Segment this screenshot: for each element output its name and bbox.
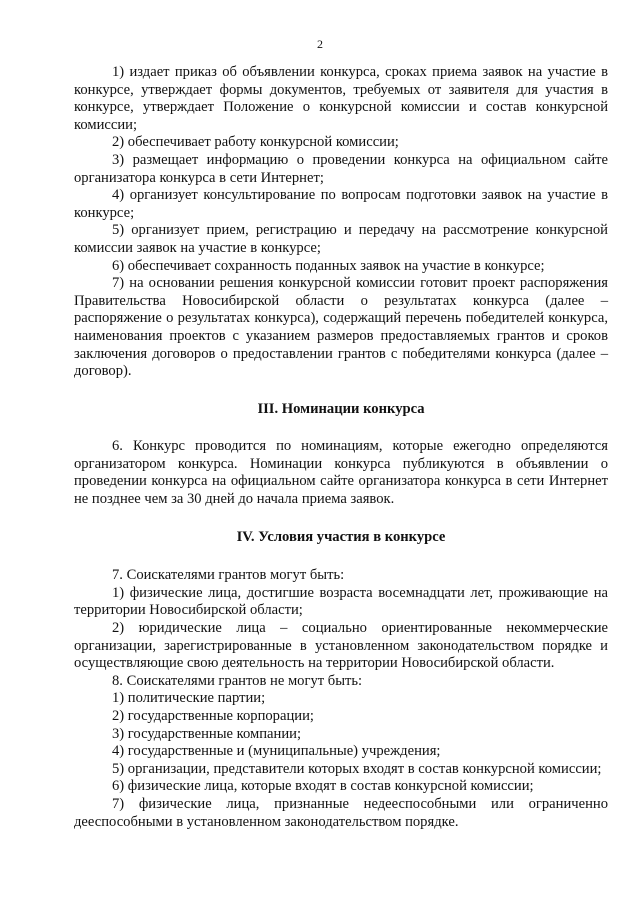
paragraph: 4) организует консультирование по вопросам подготовки заявок на участие в конкурсе;: [74, 187, 608, 221]
paragraph: 6. Конкурс проводится по номинациям, которые ежегодно определяются организатором конкурса. Номинации конкурса публикуются в объявлении о проведении конкурса на официальном сайте организатора конкурса в сети Интернет не позднее чем за 30 дней до начала приема заявок.: [74, 438, 608, 508]
paragraph: 5) организует прием, регистрацию и передачу на рассмотрение конкурсной комиссии заявок на участие в конкурсе;: [74, 222, 608, 256]
paragraph: 5) организации, представители которых входят в состав конкурсной комиссии;: [112, 760, 602, 777]
paragraph: 2) юридические лица – социально ориентированные некоммерческие организации, зарегистрированные в установленном законодательством порядке и осуществляющие свою деятельность на территории Новосибирской области.: [74, 620, 608, 672]
paragraph: 1) физические лица, достигшие возраста восемнадцати лет, проживающие на территории Новосибирской области;: [74, 584, 608, 619]
paragraph: 2) обеспечивает работу конкурсной комиссии;: [112, 134, 399, 151]
section-heading-nominations: III. Номинации конкурса: [257, 400, 425, 417]
page-number: 2: [317, 37, 323, 51]
paragraph: 2) государственные корпорации;: [112, 708, 314, 724]
section-heading-conditions: IV. Условия участия в конкурсе: [236, 528, 446, 545]
paragraph: 7) физические лица, признанные недееспособными или ограниченно дееспособными в установленном законодательством порядке.: [74, 795, 608, 830]
paragraph: 7) на основании решения конкурсной комиссии готовит проект распоряжения Правительства Новосибирской области о результатах конкурса (далее – распоряжение о результатах конкурса), содержащий перечень победителей конкурса, наименования проектов с указанием размеров предоставляемых грантов и сроков заключения договоров о предоставлении грантов с победителями конкурса (далее – договор).: [74, 275, 608, 380]
document-body: [74, 64, 608, 831]
paragraph: 3) размещает информацию о проведении конкурса на официальном сайте организатора конкурса в сети Интернет;: [74, 151, 608, 186]
paragraph: 1) издает приказ об объявлении конкурса, сроках приема заявок на участие в конкурсе, утверждает формы документов, требуемых от заявителя для участия в конкурсе, утверждает Положение о конкурсной комиссии и состав конкурсной комиссии;: [74, 64, 608, 133]
paragraph: 3) государственные компании;: [112, 725, 302, 742]
paragraph: 8. Соискателями грантов не могут быть:: [112, 672, 363, 689]
paragraph: 6) физические лица, которые входят в состав конкурсной комиссии;: [112, 778, 534, 795]
paragraph: 1) политические партии;: [112, 690, 266, 707]
paragraph: 6) обеспечивает сохранность поданных заявок на участие в конкурсе;: [112, 257, 545, 274]
paragraph: 7. Соискателями грантов могут быть:: [112, 567, 345, 584]
paragraph: 4) государственные и (муниципальные) учреждения;: [112, 743, 441, 760]
